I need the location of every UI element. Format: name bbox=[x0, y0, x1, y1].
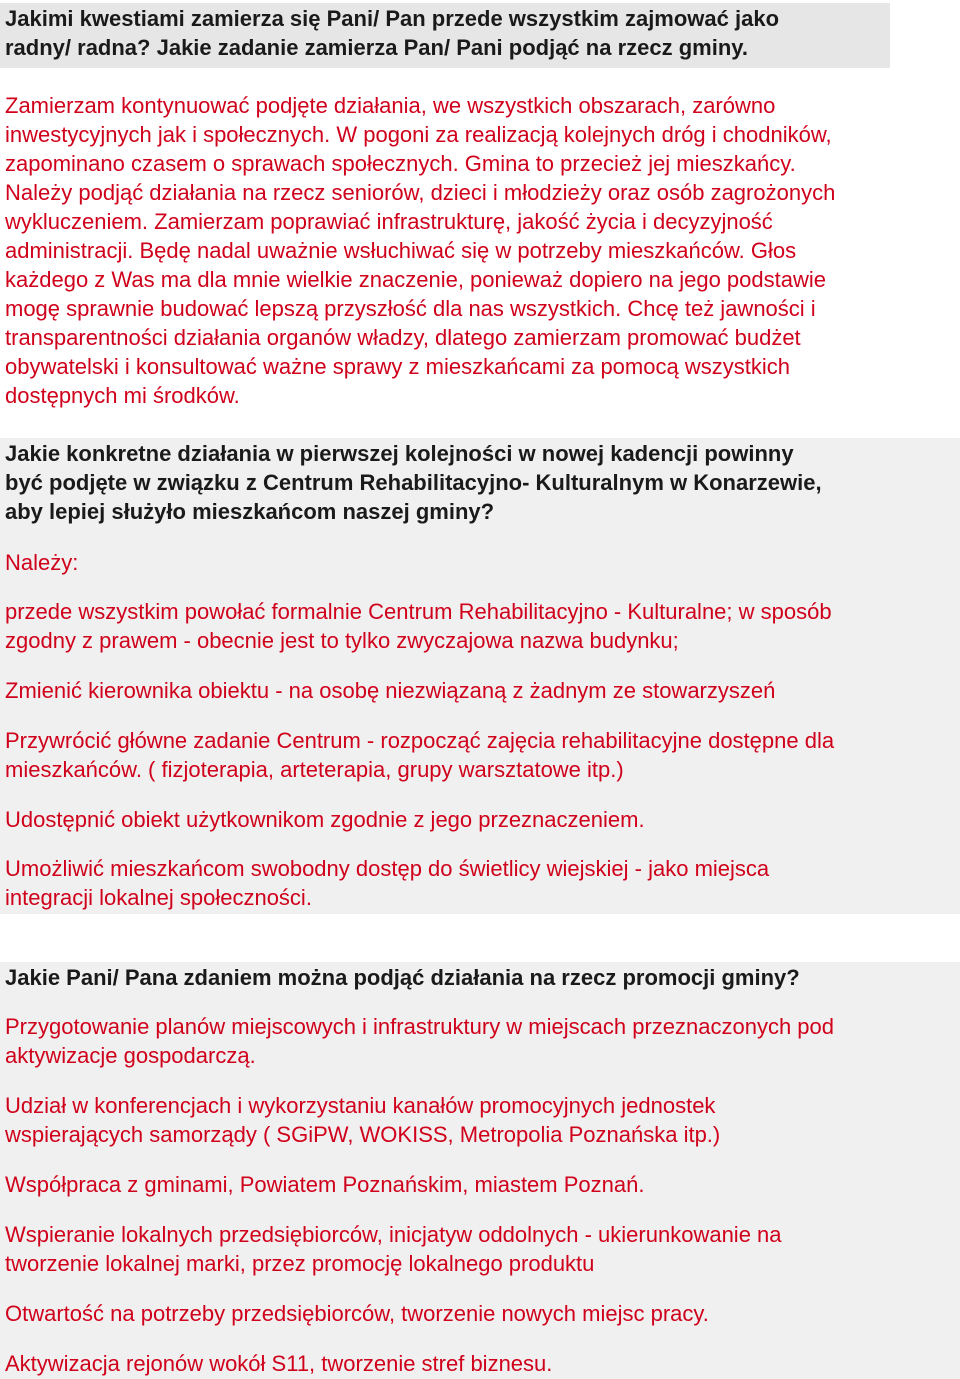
question-2-line-3: aby lepiej służyło mieszkańcom naszej gminy? bbox=[5, 499, 495, 524]
answer-3-item-2-line-1: Udział w konferencjach i wykorzystaniu kanałów promocyjnych jednostek bbox=[5, 1093, 716, 1118]
question-1-line-1: Jakimi kwestiami zamierza się Pani/ Pan przede wszystkim zajmować jako bbox=[5, 6, 780, 31]
answer-3-item-4-line-2: tworzenie lokalnej marki, przez promocję lokalnego produktu bbox=[5, 1251, 595, 1276]
answer-1-line: Zamierzam kontynuować podjęte działania, we wszystkich obszarach, zarówno bbox=[5, 93, 776, 118]
answer-2-item-3-line-2: mieszkańców. ( fizjoterapia, arteterapia, grupy warsztatowe itp.) bbox=[5, 757, 624, 782]
answer-3-item-2-line-2: wspierających samorządy ( SGiPW, WOKISS, Metropolia Poznańska itp.) bbox=[5, 1122, 721, 1147]
answer-1-line: dostępnych mi środków. bbox=[5, 383, 240, 408]
answer-1-line: inwestycyjnych jak i społecznych. W pogoni za realizacją kolejnych dróg i chodników, bbox=[5, 122, 832, 147]
answer-3-item-1-line-1: Przygotowanie planów miejscowych i infrastruktury w miejscach przeznaczonych pod bbox=[5, 1014, 835, 1039]
answer-2-item-2: Zmienić kierownika obiektu - na osobę niezwiązaną z żadnym ze stowarzyszeń bbox=[5, 678, 776, 703]
answer-1-line: mogę sprawnie budować lepszą przyszłość dla nas wszystkich. Chcę też jawności i bbox=[5, 296, 816, 321]
answer-2-item-5-line-2: integracji lokalnej społeczności. bbox=[5, 885, 312, 910]
answer-1-line: Należy podjąć działania na rzecz seniorów, dzieci i młodzieży oraz osób zagrożonych bbox=[5, 180, 836, 205]
answer-1-line: obywatelski i konsultować ważne sprawy z mieszkańcami za pomocą wszystkich bbox=[5, 354, 790, 379]
question-2-line-1: Jakie konkretne działania w pierwszej kolejności w nowej kadencji powinny bbox=[5, 441, 794, 466]
question-2-line-2: być podjęte w związku z Centrum Rehabilitacyjno- Kulturalnym w Konarzewie, bbox=[5, 470, 822, 495]
answer-1-line: wykluczeniem. Zamierzam poprawiać infrastrukturę, jakość życia i decyzyjność bbox=[5, 209, 773, 234]
answer-3-item-1-line-2: aktywizacje gospodarczą. bbox=[5, 1043, 256, 1068]
answer-2-intro: Należy: bbox=[5, 550, 79, 575]
answer-3-item-4-line-1: Wspieranie lokalnych przedsiębiorców, inicjatyw oddolnych - ukierunkowanie na bbox=[5, 1222, 782, 1247]
answer-2-item-5-line-1: Umożliwić mieszkańcom swobodny dostęp do świetlicy wiejskiej - jako miejsca bbox=[5, 856, 770, 881]
question-3: Jakie Pani/ Pana zdaniem można podjąć działania na rzecz promocji gminy? bbox=[5, 965, 800, 990]
answer-2-item-3-line-1: Przywrócić główne zadanie Centrum - rozpocząć zajęcia rehabilitacyjne dostępne dla bbox=[5, 728, 835, 753]
answer-2-item-4: Udostępnić obiekt użytkownikom zgodnie z jego przeznaczeniem. bbox=[5, 807, 645, 832]
answer-1-line: każdego z Was ma dla mnie wielkie znaczenie, ponieważ dopiero na jego podstawie bbox=[5, 267, 826, 292]
answer-2-item-1-line-1: przede wszystkim powołać formalnie Centrum Rehabilitacyjno - Kulturalne; w sposób bbox=[5, 599, 832, 624]
answer-1-line: zapominano czasem o sprawach społecznych. Gmina to przecież jej mieszkańcy. bbox=[5, 151, 796, 176]
answer-3-item-5: Otwartość na potrzeby przedsiębiorców, tworzenie nowych miejsc pracy. bbox=[5, 1301, 709, 1326]
question-1-line-2: radny/ radna? Jakie zadanie zamierza Pan/ Pani podjąć na rzecz gminy. bbox=[5, 35, 748, 60]
answer-2-item-1-line-2: zgodny z prawem - obecnie jest to tylko zwyczajowa nazwa budynku; bbox=[5, 628, 679, 653]
answer-1-line: administracji. Będę nadal uważnie wsłuchiwać się w potrzeby mieszkańców. Głos bbox=[5, 238, 797, 263]
answer-3-item-3: Współpraca z gminami, Powiatem Poznańskim, miastem Poznań. bbox=[5, 1172, 645, 1197]
answer-1-line: transparentności działania organów władzy, dlatego zamierzam promować budżet bbox=[5, 325, 801, 350]
answer-3-item-6: Aktywizacja rejonów wokół S11, tworzenie stref biznesu. bbox=[5, 1351, 553, 1376]
